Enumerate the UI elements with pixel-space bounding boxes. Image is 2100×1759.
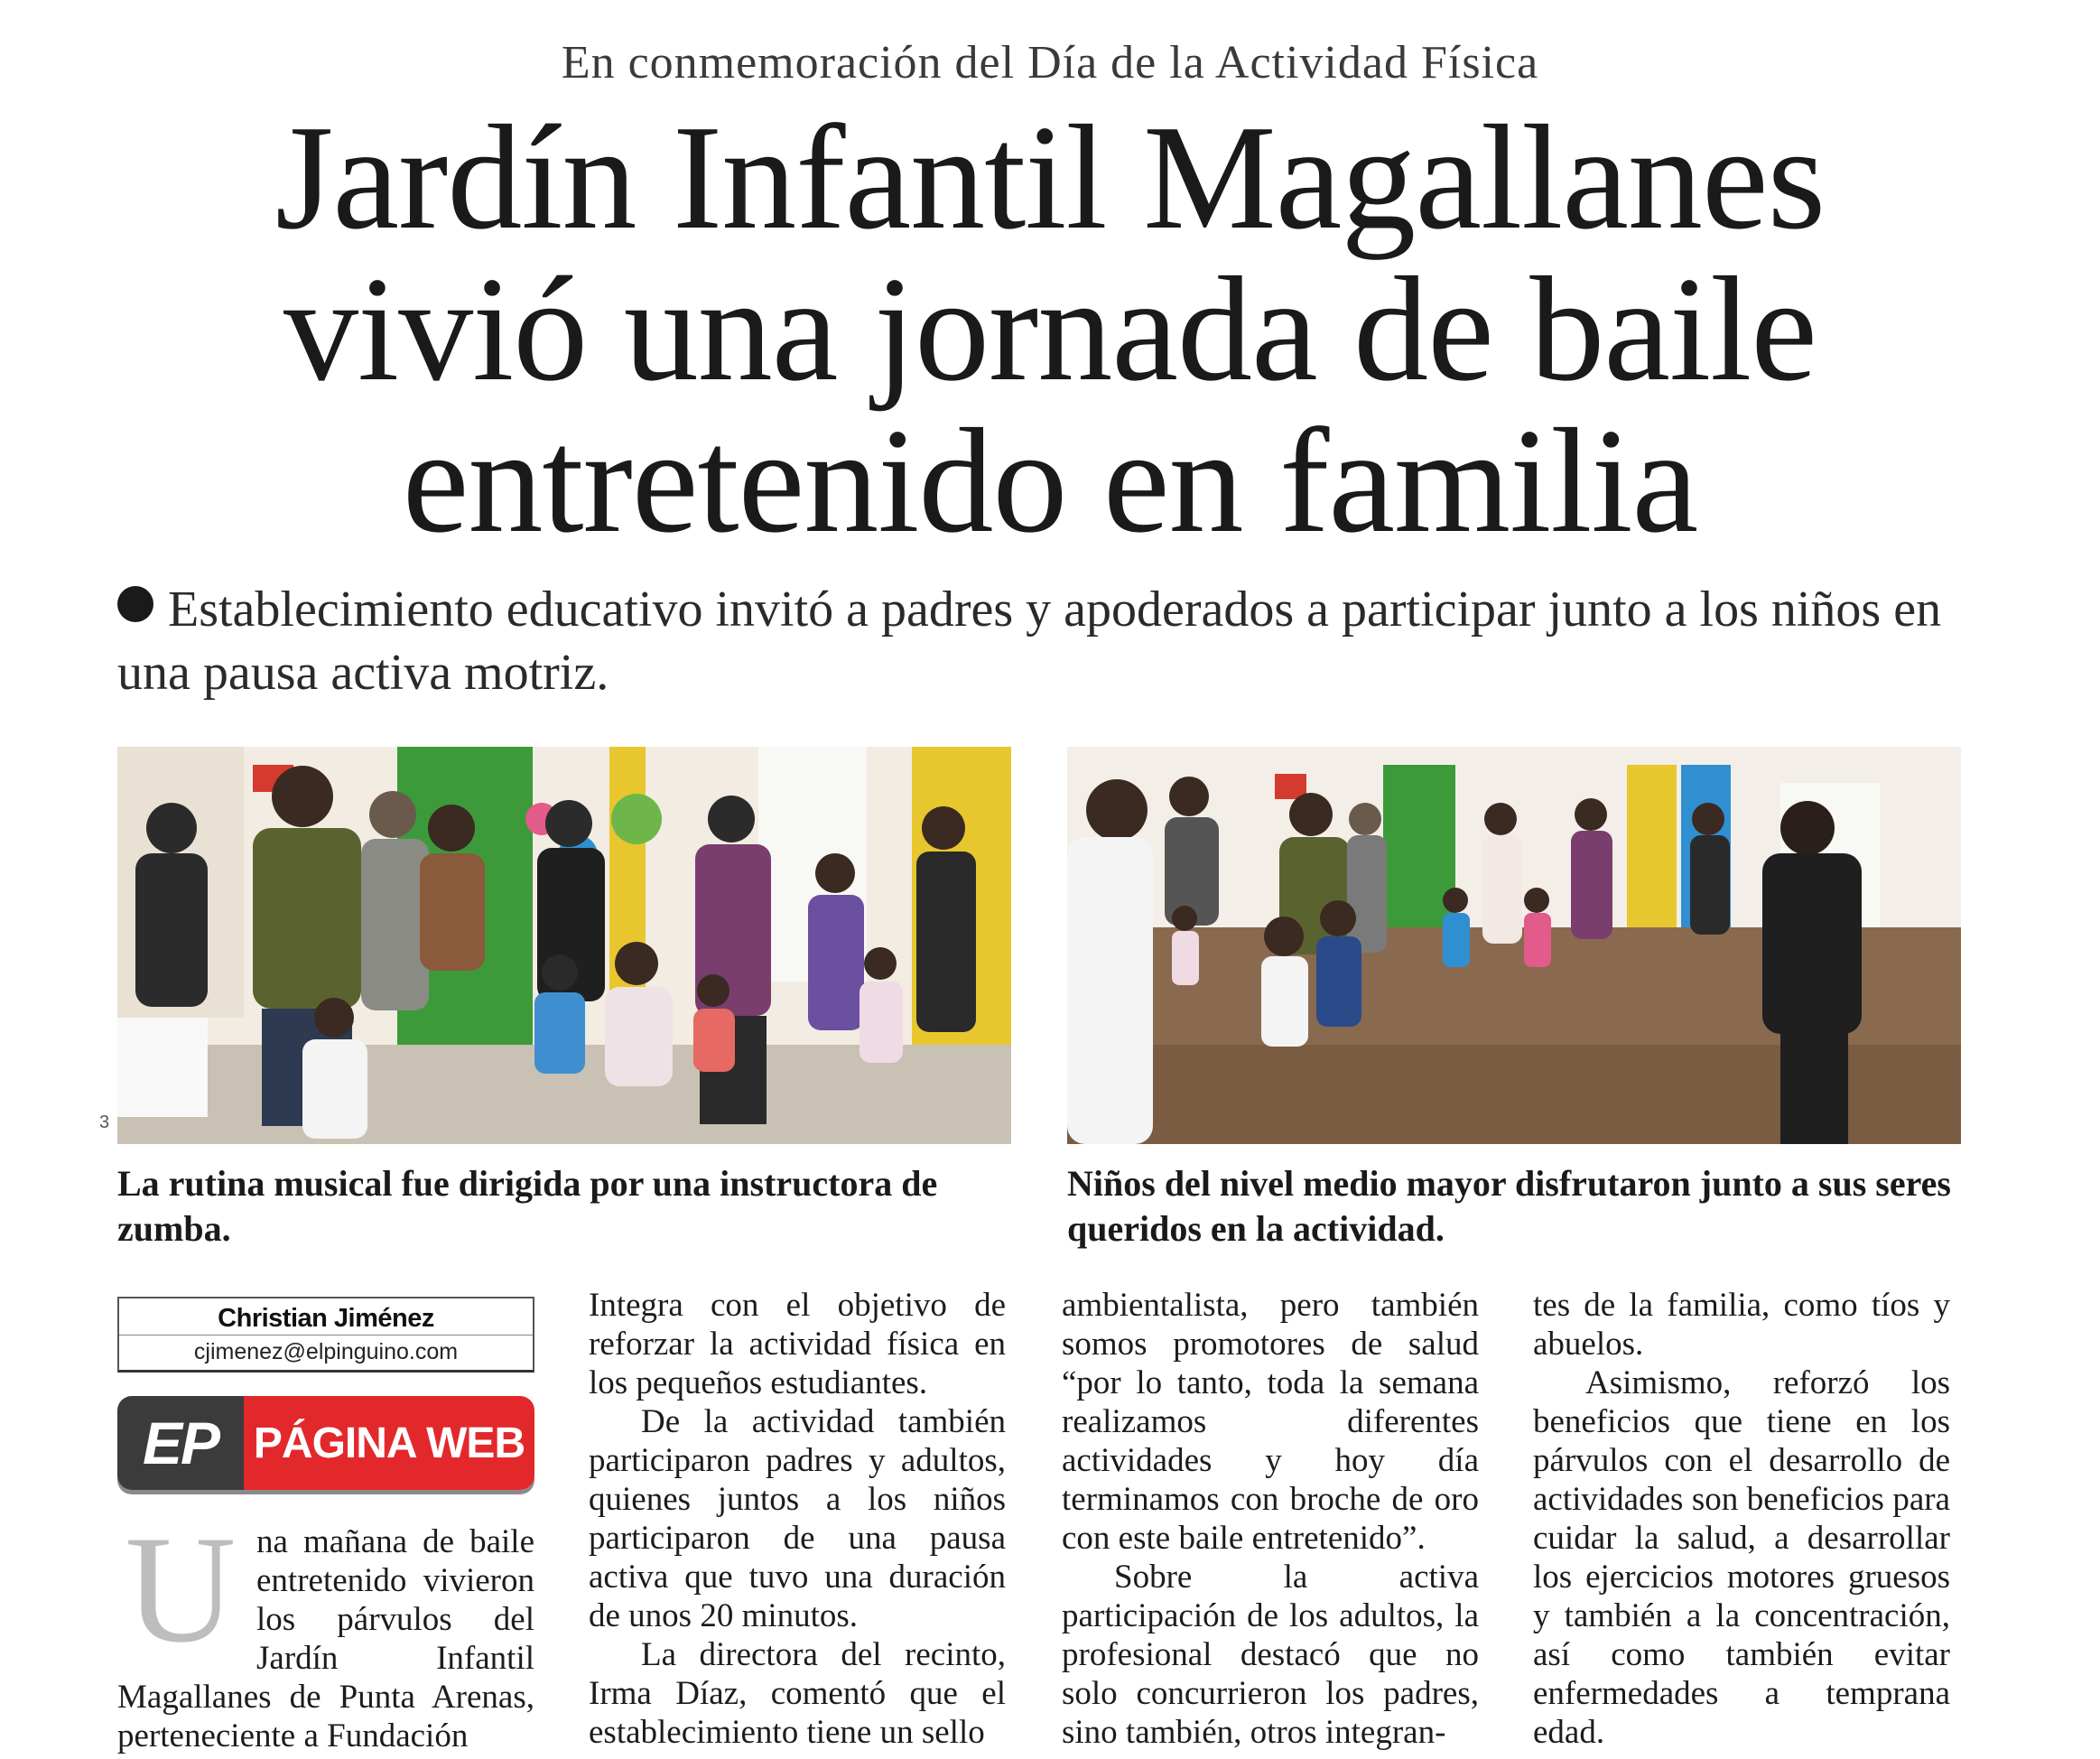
web-page-label: PÁGINA WEB	[244, 1396, 534, 1490]
body-column-4	[1533, 1286, 1950, 1752]
side-mark: 3	[99, 1112, 110, 1132]
photo-children-dancing	[1067, 747, 1961, 1144]
drop-cap: U	[125, 1504, 237, 1674]
article-deck	[117, 578, 1986, 704]
body-paragraph: tes de la familia, como tíos y abuelos.	[1533, 1287, 1950, 1363]
byline-author: Christian Jiménez	[218, 1304, 434, 1333]
byline-email[interactable]: cjimenez@elpinguino.com	[119, 1335, 533, 1368]
bullet-icon	[117, 586, 153, 622]
photo-zumba-routine	[117, 747, 1011, 1144]
body-paragraph: Integra con el objetivo de reforzar la actividad física en los pequeños estudiantes.	[589, 1287, 1006, 1401]
body-paragraph: Asimismo, reforzó los beneficios que tiene en los párvulos con el desarrollo de actividades son beneficios para cuidar la salud, a desarrollar los ejercicios motores gruesos y también a la concentración, así como también evitar enfermedades a temprana edad.	[1533, 1364, 1950, 1751]
body-paragraph: De la actividad también participaron padres y adultos, quienes juntos a los niños participaron de una pausa activa que tuvo una duración de unos 20 minutos.	[589, 1403, 1006, 1634]
article-headline: Jardín Infantil Magallanes vivió una jornada de baile entretenido en familia	[274, 94, 1826, 563]
body-column-1	[117, 1504, 534, 1755]
photo-right-caption: Niños del nivel medio mayor disfrutaron junto a sus seres queridos en la actividad.	[1067, 1163, 1951, 1249]
web-page-badge[interactable]	[117, 1396, 534, 1490]
body-paragraph: Sobre la activa participación de los adultos, la profesional destacó que no solo concurrieron los padres, sino también, otros integran-	[1062, 1559, 1479, 1751]
photo-left-caption: La rutina musical fue dirigida por una instructora de zumba.	[117, 1163, 938, 1249]
body-paragraph: na mañana de baile entretenido vivieron los párvulos del Jardín Infantil Magallanes de Punta Arenas, perteneciente a Fundación	[117, 1523, 534, 1754]
body-column-2	[589, 1286, 1006, 1752]
body-paragraph: ambientalista, pero también somos promotores de salud “por lo tanto, toda la semana realizamos diferentes actividades y hoy día terminamos con broche de oro con este baile entretenido”.	[1062, 1287, 1479, 1557]
ep-logo: EP	[117, 1396, 244, 1490]
body-paragraph: La directora del recinto, Irma Díaz, comentó que el establecimiento tiene un sello	[589, 1636, 1006, 1751]
body-column-3	[1062, 1286, 1479, 1752]
deck-text: Establecimiento educativo invitó a padres y apoderados a participar junto a los niños en una pausa activa motriz.	[117, 582, 1942, 701]
article-kicker: En conmemoración del Día de la Actividad Física	[561, 37, 1539, 88]
byline-box	[117, 1297, 534, 1373]
